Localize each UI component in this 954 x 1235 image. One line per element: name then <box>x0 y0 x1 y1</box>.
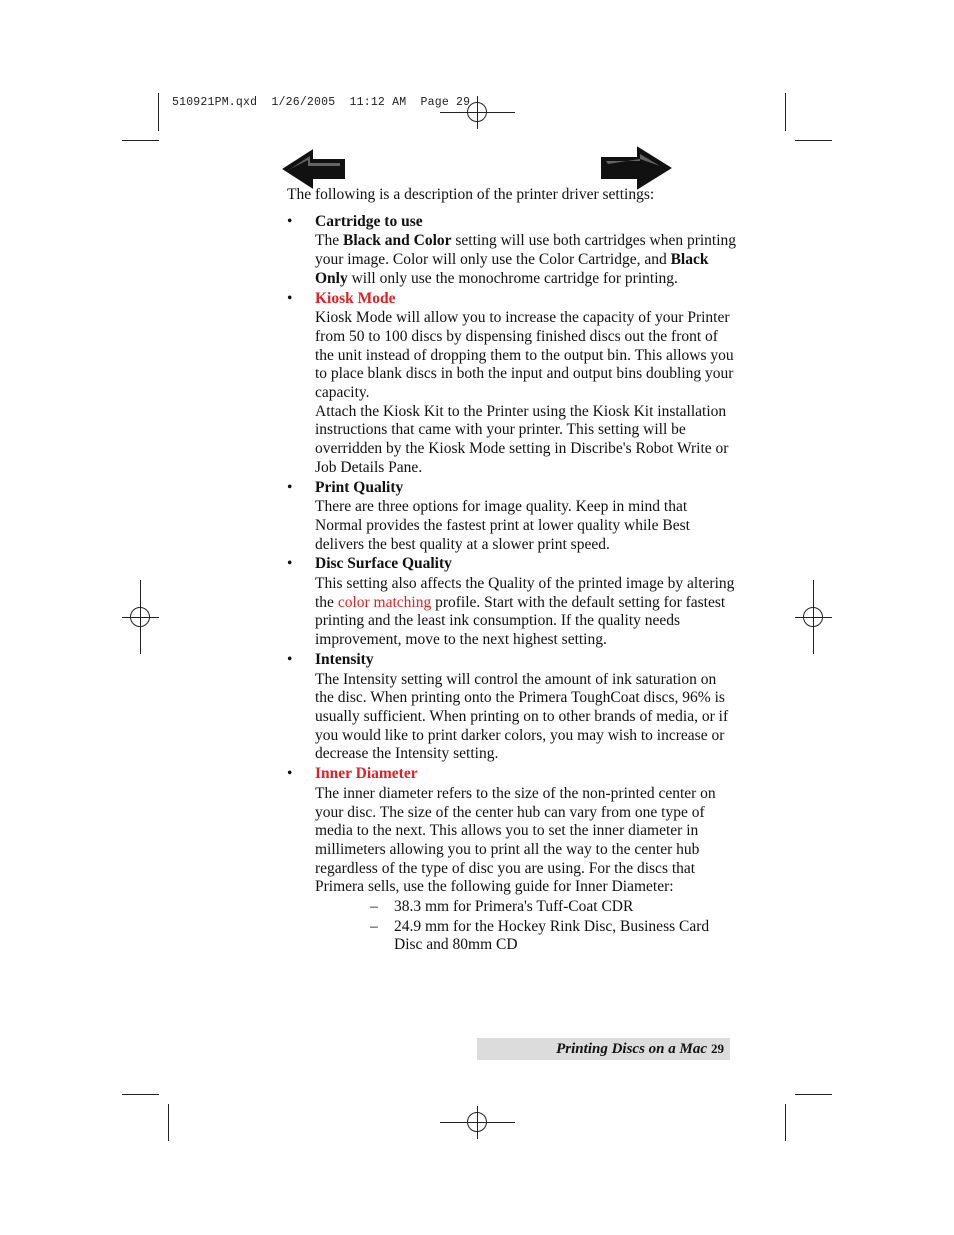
setting-kiosk-mode <box>287 290 737 478</box>
setting-title-kiosk-mode[interactable]: Kiosk Mode <box>315 289 396 307</box>
setting-body-intensity: The Intensity setting will control the amount of ink saturation on the disc. When printing onto the Primera ToughCoat discs, 96% is usually sufficient. When printing on to other brands of media, or if you would like to print darker colors, you may wish to increase or decrease the Intensity setting. <box>315 670 729 763</box>
crop-mark-top-left-v <box>158 93 159 131</box>
crop-mark-top-left-h <box>122 140 159 141</box>
crop-mark-bottom-left-v <box>168 1104 169 1141</box>
bullet: • <box>287 212 293 230</box>
dash: – <box>370 917 378 935</box>
crop-mark-top-right-h <box>795 140 832 141</box>
list-item-text: 38.3 mm for Primera's Tuff-Coat CDR <box>394 898 634 916</box>
setting-body-cartridge: The Black and Color setting will use both cartridges when printing your image. Color will only use the Color Cartridge, and Black Only will only use the monochrome cartridge for printing. <box>315 232 737 287</box>
bullet: • <box>287 555 293 573</box>
setting-body-disc-surface: This setting also affects the Quality of the printed image by altering the color matching profile. Start with the default setting for fastest printing and the least ink consumption. If the quality needs improvement, move to the next highest setting. <box>315 575 735 649</box>
intro-text: The following is a description of the printer driver settings: <box>287 186 655 203</box>
setting-body-kiosk-p2: Attach the Kiosk Kit to the Printer using the Kiosk Kit installation instructions that came with your printer. This setting will be overridden by the Kiosk Mode setting in Discribe's Robot Write or Job Details Pane. <box>315 402 729 476</box>
list-item <box>287 898 737 917</box>
bullet: • <box>287 765 293 783</box>
list-item-text: 24.9 mm for the Hockey Rink Disc, Business Card Disc and 80mm CD <box>394 917 710 954</box>
setting-title-intensity: Intensity <box>315 650 374 668</box>
setting-print-quality <box>287 479 737 555</box>
page-content <box>287 186 737 955</box>
setting-body-kiosk-p1: Kiosk Mode will allow you to increase the capacity of your Printer from 50 to 100 discs by dispensing finished discs out the front of the unit instead of dropping them to the output bin. This allows you to place blank discs in both the input and output bins doubling your capacity. <box>315 309 734 402</box>
bullet: • <box>287 289 293 307</box>
crop-mark-top-right-v <box>785 93 786 131</box>
left-arrow-icon[interactable] <box>282 148 348 190</box>
right-arrow-icon[interactable] <box>600 146 672 190</box>
list-item <box>287 918 737 955</box>
footer-title: Printing Discs on a Mac <box>556 1041 707 1057</box>
setting-title-print-quality: Print Quality <box>315 478 404 496</box>
page-number: 29 <box>711 1041 724 1056</box>
crop-mark-bottom-right-h <box>795 1094 832 1095</box>
setting-title-inner-diameter[interactable]: Inner Diameter <box>315 765 418 783</box>
setting-inner-diameter <box>287 765 737 897</box>
setting-disc-surface-quality <box>287 555 737 650</box>
setting-cartridge <box>287 213 737 289</box>
color-matching-link[interactable]: color matching <box>337 593 432 611</box>
page-footer <box>477 1038 730 1060</box>
setting-body-print-quality: There are three options for image quality. Keep in mind that Normal provides the fastest print at lower quality while Best delivers the best quality at a slower print speed. <box>315 498 690 553</box>
dash: – <box>370 898 378 916</box>
setting-intensity <box>287 651 737 764</box>
print-slug: 510921PM.qxd 1/26/2005 11:12 AM Page 29 <box>172 96 471 109</box>
bullet: • <box>287 478 293 496</box>
crop-mark-bottom-right-v <box>785 1104 786 1141</box>
bullet: • <box>287 650 293 668</box>
setting-title-disc-surface: Disc Surface Quality <box>315 555 452 573</box>
setting-title-cartridge: Cartridge to use <box>315 212 423 230</box>
crop-mark-bottom-left-h <box>122 1094 159 1095</box>
setting-body-inner-diameter: The inner diameter refers to the size of the non-printed center on your disc. The size of the center hub can vary from one type of media to the next. This allows you to set the inner diameter in millimeters allowing you to print all the way to the center hub regardless of the type of disc you are using. For the discs that Primera sells, use the following guide for Inner Diameter: <box>315 784 716 896</box>
